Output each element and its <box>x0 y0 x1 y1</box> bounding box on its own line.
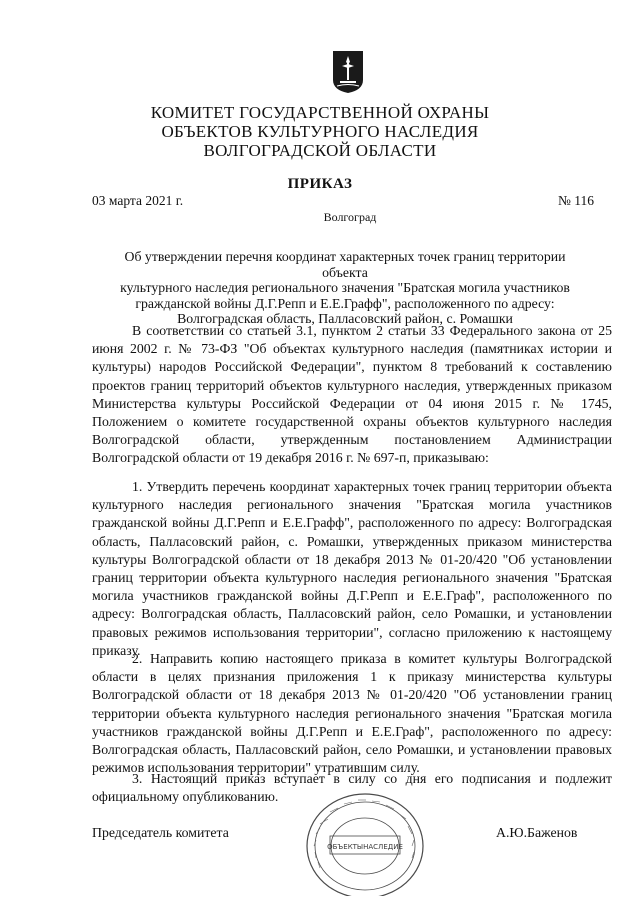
official-seal-stamp <box>300 784 430 896</box>
org-name-line-2: ОБЪЕКТОВ КУЛЬТУРНОГО НАСЛЕДИЯ <box>161 122 479 141</box>
order-item-3: 3. Настоящий приказ вступает в силу со дня его подписания и подлежит официальному опубликованию. <box>92 771 612 805</box>
document-subject <box>100 249 590 327</box>
order-item-1: 1. Утвердить перечень координат характерных точек границ территории объекта культурного наследия регионального значения "Братская могила участников гражданской войны Д.Г.Репп и Е.Е.Графф", расположенного по адресу: Волгоградская область, Палласовский район, с. Ромашки, утвержденных приказом министерства культуры Волгоградской области от 18 декабря 2013 № 01-20/420 "Об установлении границ территории объекта культурного наследия регионального значения "Братская могила участников гражданской войны Д.Г.Репп и Е.Е.Граф", расположенного по адресу: Волгоградская область, Палласовский район, село Ромашки, и установлении правовых режимов использования территории", согласно приложению к настоящему приказу. <box>92 479 612 658</box>
signatory-name: А.Ю.Баженов <box>496 825 578 840</box>
document-type: ПРИКАЗ <box>287 176 353 192</box>
signatory-position: Председатель комитета <box>92 825 229 840</box>
subject-line: Волгоградская область, Палласовский район, с. Ромашки <box>177 311 513 326</box>
coat-of-arms-emblem <box>332 50 364 94</box>
document-date: 03 марта 2021 г. <box>92 193 184 208</box>
subject-line: Об утверждении перечня координат характерных точек границ территории объекта <box>124 249 566 280</box>
org-name-line-1: КОМИТЕТ ГОСУДАРСТВЕННОЙ ОХРАНЫ <box>150 103 490 122</box>
stamp-center-text: ОБЪЕКТЫНАСЛЕДИЕ <box>327 843 403 851</box>
document-city: Волгоград <box>323 210 377 224</box>
document-number: № 116 <box>558 193 595 208</box>
org-name-line-3: ВОЛГОГРАДСКОЙ ОБЛАСТИ <box>203 141 437 160</box>
preamble-paragraph: В соответствии со статьей 3.1, пунктом 2 статьи 33 Федерального закона от 25 июня 2002 г. № 73-ФЗ "Об объектах культурного наследия (памятниках истории и культуры) народов Российской Федерации", пунктом 8 требований к составлению проектов границ территорий объектов культурного наследия, утвержденных приказом Министерства культуры Российской Федерации от 04 июня 2015 г. № 1745, Положением о комитете государственной охраны объектов культурного наследия Волгоградской области, утвержденным постановлением Администрации Волгоградской области от 19 декабря 2016 г. № 697-п, приказываю: <box>92 323 612 466</box>
subject-line: культурного наследия регионального значения "Братская могила участников <box>120 280 570 295</box>
subject-line: гражданской войны Д.Г.Репп и Е.Е.Графф", расположенного по адресу: <box>135 295 555 311</box>
order-item-2: 2. Направить копию настоящего приказа в комитет культуры Волгоградской области в целях признания приложения 1 к приказу министерства культуры Волгоградской области от 18 декабря 2013 № 01-20/420 "Об установлении границ территории объекта культурного наследия регионального значения "Братская могила участников гражданской войны Д.Г.Репп и Е.Е.Граф", расположенного по адресу: Волгоградская область, Палласовский район, село Ромашки, и установлении правовых режимов использования территории" утратившим силу. <box>92 651 612 776</box>
